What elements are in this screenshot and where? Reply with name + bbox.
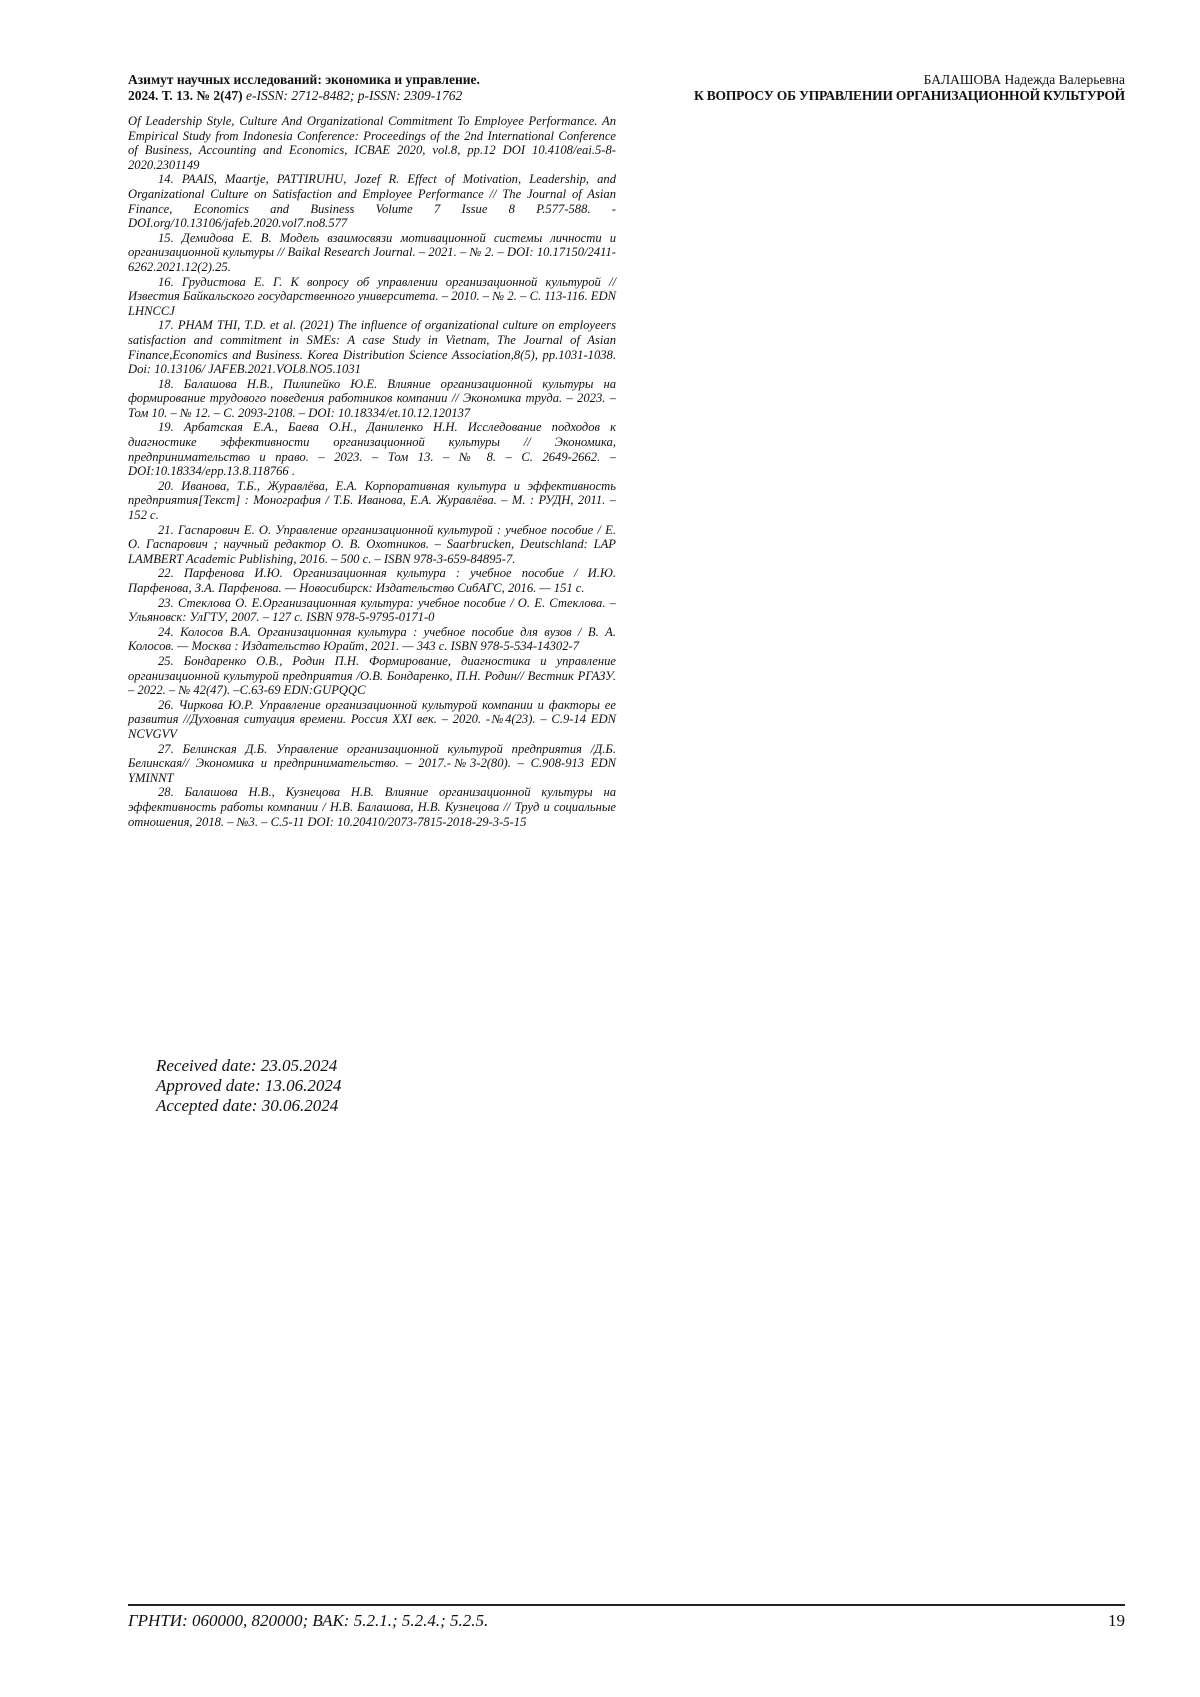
- reference-item: 18. Балашова Н.В., Пилипейко Ю.Е. Влияние организационной культуры на формирование трудового поведения работников компании // Экономика труда. – 2023. – Том 10. – № 12. – С. 2093-2108. – DOI: 10.18334/et.10.12.120137: [128, 376, 616, 420]
- reference-item: 25. Бондаренко О.В., Родин П.Н. Формирование, диагностика и управление организационной культурой предприятия /О.В. Бондаренко, П.Н. Родин// Вестник РГАЗУ. – 2022. – № 42(47). –С.63-69 EDN:GUPQQC: [128, 653, 616, 698]
- reference-list: [128, 114, 616, 829]
- footer-divider: [128, 1604, 1125, 1606]
- reference-item: 19. Арбатская Е.А., Баева О.Н., Даниленко Н.Н. Исследование подходов к диагностике эффективности организационной культуры // Экономика, предпринимательство и право. – 2023. – Том 13. – № 8. – С. 2649-2662. – DOI:10.18334/epp.13.8.118766 .: [128, 420, 616, 479]
- reference-item: 22. Парфенова И.Ю. Организационная культура : учебное пособие / И.Ю. Парфенова, З.А. Парфенова. — Новосибирск: Издательство СибАГС, 2016. — 151 с.: [128, 566, 616, 595]
- reference-item: Of Leadership Style, Culture And Organizational Commitment To Employee Performance. An Empirical Study from Indonesia Conference: Proceedings of the 2nd International Conference of Business, Accounting and Economics, ICBAE 2020, vol.8, pp.12 DOI 10.4108/eai.5-8-2020.2301149: [128, 114, 616, 172]
- journal-title: Азимут научных исследований: экономика и управление.: [128, 72, 480, 87]
- reference-item: 26. Чиркова Ю.Р. Управление организационной культурой компании и факторы ее развития //Духовная ситуация времени. Россия XXI век. – 2020. -№4(23). – С.9-14 EDN NCVGVV: [128, 697, 616, 741]
- accepted-date: Accepted date: 30.06.2024: [156, 1096, 339, 1115]
- reference-item: 23. Стеклова О. Е.Организационная культура: учебное пособие / О. Е. Стеклова. – Ульяновск: УлГТУ, 2007. – 127 с. ISBN 978-5-9795-0171-0: [128, 595, 616, 625]
- reference-item: 15. Демидова Е. В. Модель взаимосвязи мотивационной системы личности и организационной культуры // Baikal Research Journal. – 2021. – № 2. – DOI: 10.17150/2411-6262.2021.12(2).25.: [128, 230, 616, 274]
- issue-number: 2024. Т. 13. № 2(47): [128, 88, 243, 103]
- approved-date: Approved date: 13.06.2024: [156, 1076, 342, 1095]
- article-title: К ВОПРОСУ ОБ УПРАВЛЕНИИ ОРГАНИЗАЦИОННОЙ КУЛЬТУРОЙ: [693, 88, 1125, 103]
- reference-item: 14. PAAIS, Maartje, PATTIRUHU, Jozef R. Effect of Motivation, Leadership, and Organizational Culture on Satisfaction and Employee Performance // The Journal of Asian Finance, Economics and Business Volume 7 Issue 8 P.577-588. - DOI.org/10.13106/jafeb.2020.vol7.no8.577: [128, 172, 616, 231]
- author-name: БАЛАШОВА Надежда Валерьевна: [923, 72, 1125, 87]
- issn-text: e-ISSN: 2712-8482; p-ISSN: 2309-1762: [242, 88, 463, 103]
- article-header: [565, 72, 1125, 104]
- reference-item: 24. Колосов В.А. Организационная культура : учебное пособие для вузов / В. А. Колосов. — Москва : Издательство Юрайт, 2021. — 343 с. ISBN 978-5-534-14302-7: [128, 624, 616, 654]
- received-date: Received date: 23.05.2024: [156, 1056, 338, 1075]
- reference-item: 28. Балашова Н.В., Кузнецова Н.В. Влияние организационной культуры на эффективность работы компании / Н.В. Балашова, Н.В. Кузнецова // Труд и социальные отношения, 2018. – №3. – С.5-11 DOI: 10.20410/2073-7815-2018-29-3-5-15: [128, 785, 616, 829]
- classification-codes: ГРНТИ: 060000, 820000; ВАК: 5.2.1.; 5.2.4.; 5.2.5.: [128, 1611, 489, 1630]
- reference-item: 27. Белинская Д.Б. Управление организационной культурой предприятия /Д.Б. Белинская// Экономика и предпринимательство. – 2017.-№3-2(80). – С.908-913 EDN YMINNT: [128, 741, 616, 785]
- reference-item: 21. Гаспарович Е. О. Управление организационной культурой : учебное пособие / Е. О. Гаспарович ; научный редактор О. В. Охотников. – Saarbrucken, Deutschland: LAP LAMBERT Academic Publishing, 2016. – 500 с. – ISBN 978-3-659-84895-7.: [128, 522, 616, 566]
- page-number: 19: [1108, 1611, 1125, 1630]
- reference-item: 17. PHAM THI, T.D. et al. (2021) The influence of organizational culture on employeers satisfaction and commitment in SMEs: A case Study in Vietnam, The Journal of Asian Finance,Economics and Business. Korea Distribution Science Association,8(5), pp.1031-1038. Doi: 10.13106/ JAFEB.2021.VOL8.NO5.1031: [128, 318, 616, 377]
- submission-dates: [156, 1056, 341, 1116]
- reference-item: 20. Иванова, Т.Б., Журавлёва, Е.А. Корпоративная культура и эффективность предприятия[Текст] : Монография / Т.Б. Иванова, Е.А. Журавлёва. – М. : РУДН, 2011. – 152 с.: [128, 478, 616, 523]
- reference-item: 16. Грудистова Е. Г. К вопросу об управлении организационной культурой // Известия Байкальского государственного университета. – 2010. – № 2. – С. 113-116. EDN LHNCCJ: [128, 274, 616, 318]
